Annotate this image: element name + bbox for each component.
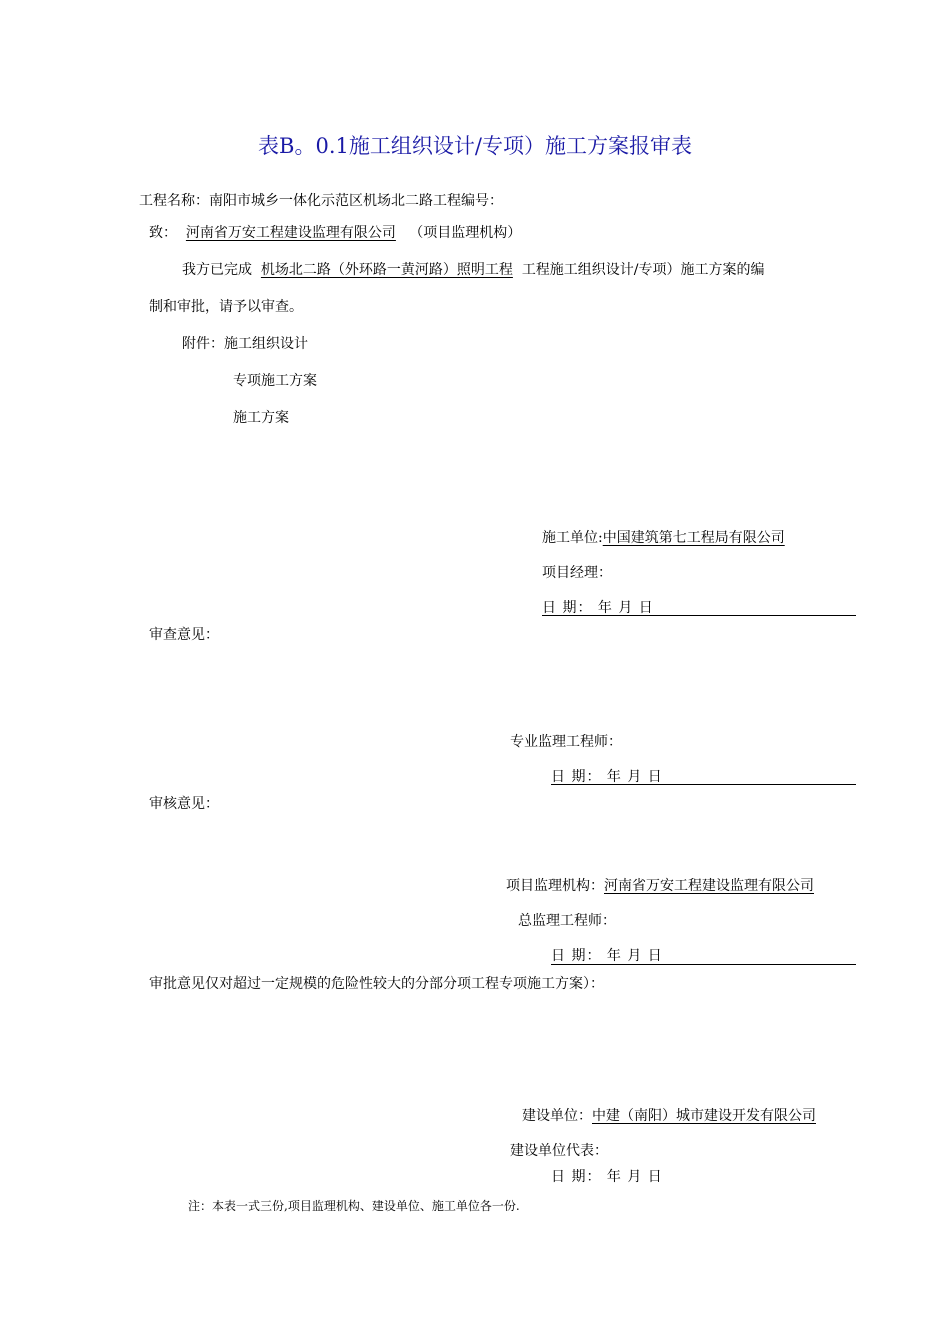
review-date: 日 期： 年 月 日 [551,769,663,785]
audit-org-name: 河南省万安工程建设监理有限公司 [604,878,814,894]
project-name-line: 工程名称：南阳市城乡一体化示范区机场北二路工程编号： [139,193,503,209]
addressee-prefix: 致： [149,225,177,241]
contractor-date-underline [542,615,856,616]
contractor-date: 日 期： 年 月 日 [542,600,654,616]
addressee-org: 河南省万安工程建设监理有限公司 [185,225,396,241]
chief-engineer-label: 总监理工程师： [518,913,616,929]
review-engineer-label: 专业监理工程师： [510,734,622,750]
contractor-name: 中国建筑第七工程局有限公司 [602,530,785,546]
project-manager-label: 项目经理： [542,565,612,581]
body-line-1 [182,260,765,280]
audit-date: 日 期： 年 月 日 [551,948,663,964]
contractor-label: 施工单位: [542,530,603,546]
addressee-line [149,223,521,243]
owner-line [522,1106,816,1126]
body-line-2: 制和审批，请予以审查。 [149,299,303,315]
audit-label: 审核意见： [149,796,219,812]
audit-org-line [506,876,814,896]
owner-label: 建设单位： [522,1108,592,1124]
review-label: 审查意见： [149,627,219,643]
attachment-item: 专项施工方案 [233,373,317,389]
attachment-label: 附件： [182,336,224,352]
approval-label: 审批意见仅对超过一定规模的危险性较大的分部分项工程专项施工方案）： [149,976,604,992]
body-prefix: 我方已完成 [182,262,252,278]
audit-date-underline [551,964,856,965]
contractor-line [542,528,785,548]
body-suffix: 工程施工组织设计/专项）施工方案的编 [521,262,765,278]
addressee-suffix: （项目监理机构） [409,225,522,241]
owner-name: 中建（南阳）城市建设开发有限公司 [592,1108,816,1124]
body-project: 机场北二路（外环路一黄河路）照明工程 [260,262,513,278]
attachment-item: 施工组织设计 [224,336,308,352]
attachment-item: 施工方案 [233,410,289,426]
attachment-row [182,334,308,354]
footnote: 注：本表一式三份,项目监理机构、建设单位、施工单位各一份. [188,1199,520,1213]
review-date-underline [551,784,856,785]
owner-rep-label: 建设单位代表： [510,1143,608,1159]
form-title: 表B。0.1施工组织设计/专项）施工方案报审表 [258,134,692,158]
audit-org-label: 项目监理机构： [506,878,604,894]
approval-date: 日 期： 年 月 日 [551,1169,663,1185]
